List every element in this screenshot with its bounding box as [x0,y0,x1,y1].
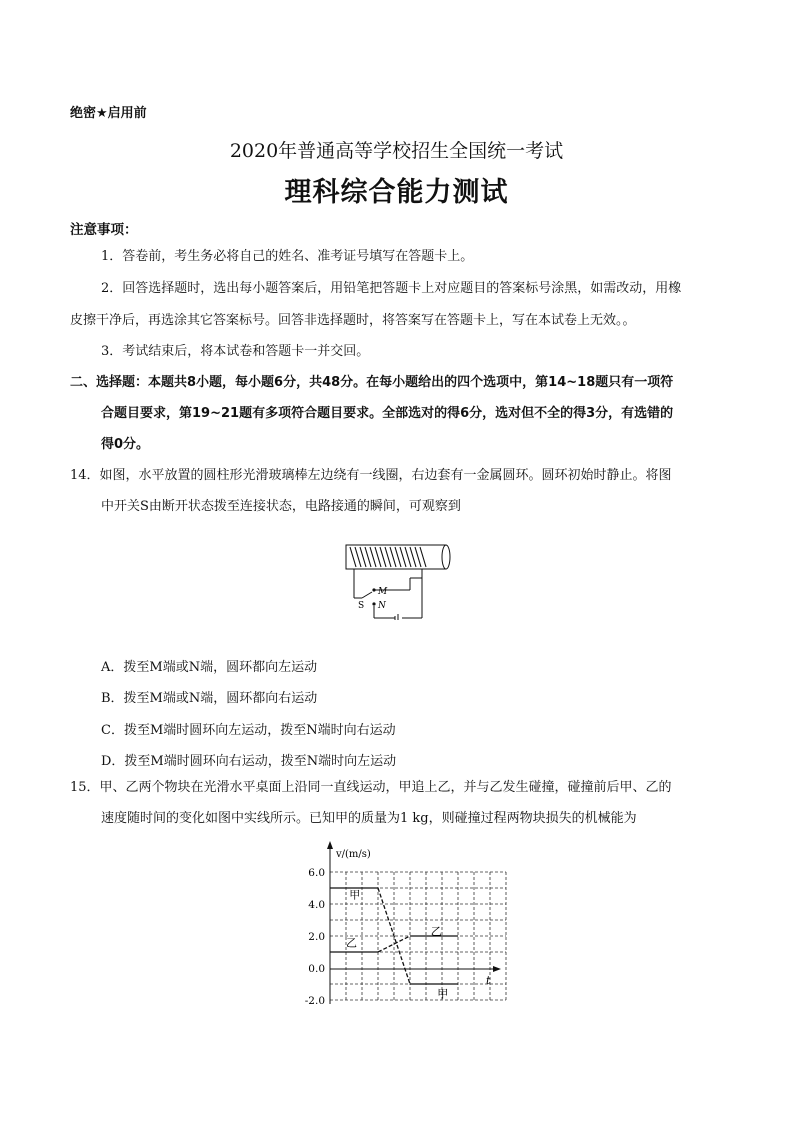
circuit-wires [354,569,422,620]
section-line-2: 合题目要求，第19~21题有多项符合题目要求。全部选对的得6分，选对但不全的得3分，有选错的 [101,406,674,421]
y-tick-label: -2.0 [304,995,325,1007]
q14-coil-figure [340,540,460,620]
confidential-label: 绝密★启用前 [70,106,147,121]
y-axis-arrow [327,841,333,849]
subject-title: 理科综合能力测试 [284,177,509,208]
series-annotation: 甲 [437,987,449,1001]
series-annotation: 乙 [430,925,442,939]
q14-option-a: A．拨至M端或N端，圆环都向左运动 [101,660,318,675]
series-annotation: 乙 [346,936,357,950]
q14-option-b: B．拨至M端或N端，圆环都向右运动 [101,691,318,706]
series-annotation: 甲 [349,888,361,902]
metal-ring [442,545,450,569]
x-axis-arrow [493,966,501,972]
terminal-n-label: N [378,601,386,611]
section-line-1: 二、选择题：本题共8小题，每小题6分，共48分。在每小题给出的四个选项中，第14~18题只有一项符 [70,375,674,390]
notice-item-3: 3．考试结束后，将本试卷和答题卡一并交回。 [101,344,370,359]
notice-item-1: 1．答卷前，考生务必将自己的姓名、准考证号填写在答题卡上。 [101,249,474,264]
notice-item-2-cont: 皮擦干净后，再选涂其它答案标号。回答非选择题时，将答案写在答题卡上，写在本试卷上无效。。 [70,313,636,328]
y-axis-label: v/(m/s) [336,849,371,860]
exam-title: 2020年普通高等学校招生全国统一考试 [229,140,564,162]
terminal-m-label: M [378,587,388,597]
x-axis-label: t [486,974,491,987]
section-line-3: 得0分。 [101,437,150,452]
y-tick-label: 4.0 [308,899,325,911]
q14-option-c: C．拨至M端时圆环向左运动，拨至N端时向右运动 [101,723,396,738]
notice-heading: 注意事项： [70,222,138,238]
switch-s-label: S [358,601,365,611]
y-tick-label: 6.0 [308,867,325,879]
q15-stem-line-2: 速度随时间的变化如图中实线所示。已知甲的质量为1 kg，则碰撞过程两物块损失的机械能为 [101,811,637,826]
y-tick-label: 2.0 [308,931,325,943]
vt-chart [290,838,510,1016]
q14-stem-line-1: 14．如图，水平放置的圆柱形光滑玻璃棒左边绕有一线圈，右边套有一金属圆环。圆环初始时静止。将图 [70,468,672,483]
q14-stem-line-2: 中开关S由断开状态拨至连接状态，电路接通的瞬间，可观察到 [101,499,461,514]
q14-option-d: D．拨至M端时圆环向右运动，拨至N端时向左运动 [101,754,397,769]
coil-winding [350,547,426,567]
q15-stem-line-1: 15．甲、乙两个物块在光滑水平桌面上沿同一直线运动，甲追上乙，并与乙发生碰撞，碰撞前后甲、乙的 [70,780,672,795]
notice-item-2: 2．回答选择题时，选出每小题答案后，用铅笔把答题卡上对应题目的答案标号涂黑，如需改动，用橡 [101,281,682,296]
y-tick-label: 0.0 [308,963,325,975]
